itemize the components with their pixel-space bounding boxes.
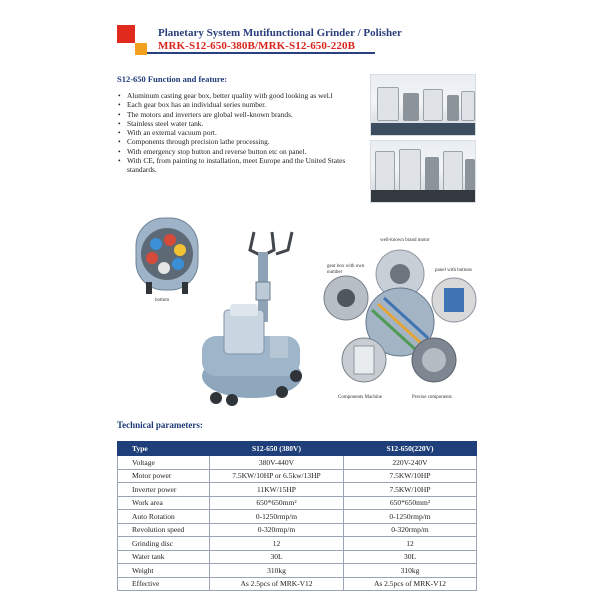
cell-380v: 12	[210, 537, 344, 551]
cell-380v: 380V-440V	[210, 456, 344, 470]
cell-220v: 30L	[344, 550, 477, 564]
tech-heading: Technical parameters:	[117, 420, 203, 430]
factory-photo-1	[370, 74, 476, 136]
caption-bottom: bottom	[155, 298, 170, 303]
cell-380v: 0-320rmp/m	[210, 523, 344, 537]
cell-380v: 650*650mm²	[210, 496, 344, 510]
row-label: Water tank	[118, 550, 210, 564]
column-header-380v: S12-650 (380V)	[210, 442, 344, 456]
cell-380v: 30L	[210, 550, 344, 564]
features-heading: S12-650 Function and feature:	[117, 74, 228, 84]
cell-220v: 650*650mm²	[344, 496, 477, 510]
table-row	[118, 483, 477, 497]
row-label: Work area	[118, 496, 210, 510]
page-title: Planetary System Mutifunctional Grinder / Polisher	[158, 27, 402, 39]
caption-precise: Precise components	[412, 395, 452, 400]
cell-220v: As 2.5pcs of MRK-V12	[344, 577, 477, 591]
machine-bottom-view-photo	[132, 210, 202, 300]
cell-220v: 7.5KW/10HP	[344, 483, 477, 497]
caption-motor: well-known brand motor	[380, 238, 430, 243]
cell-220v: 0-1250rmp/m	[344, 510, 477, 524]
table-row	[118, 496, 477, 510]
cell-220v: 220V-240V	[344, 456, 477, 470]
caption-panel: panel with buttons	[435, 268, 472, 273]
brand-logo-orange-square	[135, 43, 147, 55]
table-row	[118, 577, 477, 591]
model-number-title: MRK-S12-650-380B/MRK-S12-650-220B	[158, 40, 356, 52]
row-label: Weight	[118, 564, 210, 578]
row-label: Inverter power	[118, 483, 210, 497]
table-row	[118, 523, 477, 537]
tech-parameters-table	[117, 441, 477, 591]
column-header-220v: S12-650(220V)	[344, 442, 477, 456]
feature-item: • With CE, from painting to installation, meet Europe and the United States standards.	[117, 156, 357, 175]
table-row	[118, 510, 477, 524]
table-row	[118, 537, 477, 551]
row-label: Grinding disc	[118, 537, 210, 551]
table-row	[118, 564, 477, 578]
feature-item: • With emergency stop button and reverse button etc on panel.	[117, 147, 357, 156]
row-label: Effective	[118, 577, 210, 591]
cell-220v: 12	[344, 537, 477, 551]
row-label: Revolution speed	[118, 523, 210, 537]
cell-220v: 310kg	[344, 564, 477, 578]
cell-380v: 7.5KW/10HP or 6.5kw/13HP	[210, 469, 344, 483]
cell-380v: 11KW/15HP	[210, 483, 344, 497]
cell-380v: 0-1250rmp/m	[210, 510, 344, 524]
caption-gearbox: gear box with own number	[327, 264, 365, 275]
column-header-type: Type	[118, 442, 210, 456]
row-label: Motor power	[118, 469, 210, 483]
cell-380v: 310kg	[210, 564, 344, 578]
row-label: Voltage	[118, 456, 210, 470]
cell-220v: 0-320rmp/m	[344, 523, 477, 537]
feature-item: • Stainless steel water tank.	[117, 119, 357, 128]
feature-item: • The motors and inverters are global well-known brands.	[117, 110, 357, 119]
title-underline	[147, 52, 375, 54]
cell-380v: As 2.5pcs of MRK-V12	[210, 577, 344, 591]
table-header-row	[118, 442, 477, 456]
row-label: Auto Rotation	[118, 510, 210, 524]
feature-item: • Components through precision lathe processing.	[117, 137, 357, 146]
caption-components: Components Machine	[338, 395, 383, 400]
brand-logo-red-square	[117, 25, 135, 43]
features-list	[117, 91, 357, 175]
feature-item: • Each gear box has an individual series number.	[117, 100, 357, 109]
factory-photo-2	[370, 140, 476, 203]
feature-item: • Aluminum casting gear box, better quality with good looking as wel.l	[117, 91, 357, 100]
grinder-machine-photo	[196, 226, 308, 408]
cell-220v: 7.5KW/10HP	[344, 469, 477, 483]
table-row	[118, 469, 477, 483]
table-row	[118, 550, 477, 564]
feature-item: • With an external vacuum port.	[117, 128, 357, 137]
table-row	[118, 456, 477, 470]
